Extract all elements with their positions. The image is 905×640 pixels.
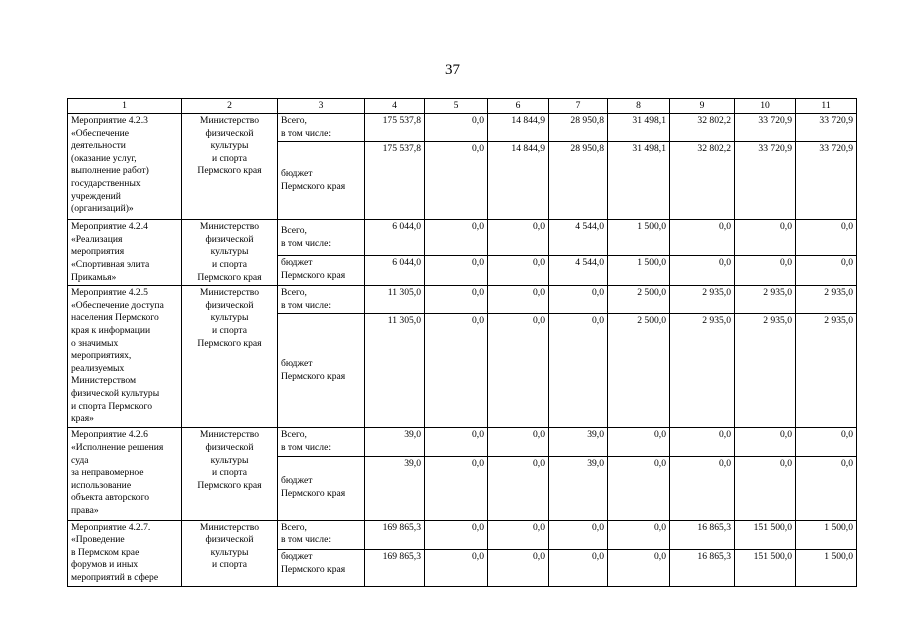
- value-cell: 0,0: [608, 428, 670, 456]
- value-cell: 2 935,0: [796, 286, 857, 314]
- value-cell: 175 537,8: [365, 114, 425, 142]
- activity-cell: Мероприятие 4.2.3 «Обеспечение деятельности (оказание услуг, выполнение работ) государственных учреждений (организаций)»: [68, 114, 182, 220]
- value-cell: 151 500,0: [735, 520, 796, 550]
- table-row: [68, 286, 857, 314]
- value-cell: 31 498,1: [608, 142, 670, 220]
- value-cell: 0,0: [488, 314, 549, 428]
- funding-total-label: Всего, в том числе:: [278, 220, 365, 256]
- executor-cell: Министерство физической культуры и спорта Пермского края: [182, 114, 278, 220]
- value-cell: 16 865,3: [670, 550, 735, 586]
- value-cell: 0,0: [488, 550, 549, 586]
- value-cell: 0,0: [796, 256, 857, 286]
- value-cell: 39,0: [549, 456, 608, 520]
- value-cell: 0,0: [488, 220, 549, 256]
- value-cell: 0,0: [488, 256, 549, 286]
- activity-cell: Мероприятие 4.2.7. «Проведение в Пермском крае форумов и иных мероприятий в сфере: [68, 520, 182, 586]
- value-cell: 169 865,3: [365, 550, 425, 586]
- activity-cell: Мероприятие 4.2.5 «Обеспечение доступа населения Пермского края к информации о значимых мероприятиях, реализуемых Министерством физической культуры и спорта Пермского края»: [68, 286, 182, 428]
- value-cell: 39,0: [549, 428, 608, 456]
- value-cell: 0,0: [425, 428, 488, 456]
- value-cell: 16 865,3: [670, 520, 735, 550]
- column-header: 7: [549, 99, 608, 114]
- funding-total-label: Всего, в том числе:: [278, 286, 365, 314]
- value-cell: 28 950,8: [549, 142, 608, 220]
- column-header: 10: [735, 99, 796, 114]
- value-cell: 32 802,2: [670, 142, 735, 220]
- column-header: 2: [182, 99, 278, 114]
- value-cell: 0,0: [670, 220, 735, 256]
- value-cell: 0,0: [488, 520, 549, 550]
- value-cell: 14 844,9: [488, 114, 549, 142]
- value-cell: 0,0: [735, 256, 796, 286]
- value-cell: 6 044,0: [365, 256, 425, 286]
- value-cell: 2 500,0: [608, 314, 670, 428]
- table-row: [68, 428, 857, 456]
- value-cell: 0,0: [796, 220, 857, 256]
- value-cell: 39,0: [365, 456, 425, 520]
- funding-source-label: бюджет Пермского края: [278, 456, 365, 520]
- column-header: 6: [488, 99, 549, 114]
- table-row: [68, 114, 857, 142]
- budget-table: [67, 98, 857, 587]
- column-header: 9: [670, 99, 735, 114]
- value-cell: 0,0: [488, 428, 549, 456]
- funding-total-label: Всего, в том числе:: [278, 520, 365, 550]
- value-cell: 0,0: [425, 456, 488, 520]
- value-cell: 39,0: [365, 428, 425, 456]
- value-cell: 11 305,0: [365, 314, 425, 428]
- value-cell: 33 720,9: [735, 114, 796, 142]
- executor-cell: Министерство физической культуры и спорта Пермского края: [182, 286, 278, 428]
- funding-source-label: бюджет Пермского края: [278, 550, 365, 586]
- value-cell: 2 935,0: [735, 314, 796, 428]
- funding-total-label: Всего, в том числе:: [278, 114, 365, 142]
- value-cell: 1 500,0: [796, 520, 857, 550]
- value-cell: 0,0: [670, 456, 735, 520]
- value-cell: 0,0: [425, 550, 488, 586]
- value-cell: 0,0: [608, 550, 670, 586]
- value-cell: 0,0: [425, 220, 488, 256]
- value-cell: 11 305,0: [365, 286, 425, 314]
- value-cell: 0,0: [608, 456, 670, 520]
- page-number: 37: [445, 62, 460, 78]
- value-cell: 31 498,1: [608, 114, 670, 142]
- table-row: [68, 520, 857, 550]
- value-cell: 14 844,9: [488, 142, 549, 220]
- value-cell: 151 500,0: [735, 550, 796, 586]
- value-cell: 0,0: [549, 520, 608, 550]
- value-cell: 2 500,0: [608, 286, 670, 314]
- value-cell: 32 802,2: [670, 114, 735, 142]
- value-cell: 33 720,9: [796, 114, 857, 142]
- value-cell: 4 544,0: [549, 256, 608, 286]
- value-cell: 0,0: [549, 314, 608, 428]
- value-cell: 175 537,8: [365, 142, 425, 220]
- value-cell: 0,0: [425, 286, 488, 314]
- executor-cell: Министерство физической культуры и спорта Пермского края: [182, 428, 278, 520]
- value-cell: 169 865,3: [365, 520, 425, 550]
- value-cell: 33 720,9: [735, 142, 796, 220]
- value-cell: 2 935,0: [735, 286, 796, 314]
- value-cell: 0,0: [425, 520, 488, 550]
- activity-cell: Мероприятие 4.2.6 «Исполнение решения суда за неправомерное использование объекта авторского права»: [68, 428, 182, 520]
- value-cell: 0,0: [670, 256, 735, 286]
- activity-cell: Мероприятие 4.2.4 «Реализация мероприятия «Спортивная элита Прикамья»: [68, 220, 182, 286]
- table-row: [68, 220, 857, 256]
- funding-source-label: бюджет Пермского края: [278, 314, 365, 428]
- value-cell: 2 935,0: [670, 314, 735, 428]
- value-cell: 0,0: [549, 550, 608, 586]
- value-cell: 2 935,0: [670, 286, 735, 314]
- column-number-row: [68, 99, 857, 114]
- value-cell: 0,0: [670, 428, 735, 456]
- value-cell: 0,0: [425, 256, 488, 286]
- value-cell: 0,0: [488, 456, 549, 520]
- value-cell: 4 544,0: [549, 220, 608, 256]
- value-cell: 0,0: [796, 456, 857, 520]
- value-cell: 0,0: [549, 286, 608, 314]
- column-header: 3: [278, 99, 365, 114]
- value-cell: 0,0: [425, 142, 488, 220]
- value-cell: 0,0: [608, 520, 670, 550]
- value-cell: 6 044,0: [365, 220, 425, 256]
- value-cell: 0,0: [735, 428, 796, 456]
- column-header: 4: [365, 99, 425, 114]
- funding-total-label: Всего, в том числе:: [278, 428, 365, 456]
- value-cell: 0,0: [425, 314, 488, 428]
- column-header: 8: [608, 99, 670, 114]
- executor-cell: Министерство физической культуры и спорта Пермского края: [182, 220, 278, 286]
- value-cell: 2 935,0: [796, 314, 857, 428]
- column-header: 5: [425, 99, 488, 114]
- value-cell: 0,0: [735, 456, 796, 520]
- value-cell: 0,0: [425, 114, 488, 142]
- column-header: 1: [68, 99, 182, 114]
- column-header: 11: [796, 99, 857, 114]
- value-cell: 0,0: [796, 428, 857, 456]
- executor-cell: Министерство физической культуры и спорта: [182, 520, 278, 586]
- value-cell: 1 500,0: [796, 550, 857, 586]
- funding-source-label: бюджет Пермского края: [278, 256, 365, 286]
- value-cell: 33 720,9: [796, 142, 857, 220]
- value-cell: 0,0: [735, 220, 796, 256]
- value-cell: 28 950,8: [549, 114, 608, 142]
- value-cell: 0,0: [488, 286, 549, 314]
- value-cell: 1 500,0: [608, 256, 670, 286]
- value-cell: 1 500,0: [608, 220, 670, 256]
- funding-source-label: бюджет Пермского края: [278, 142, 365, 220]
